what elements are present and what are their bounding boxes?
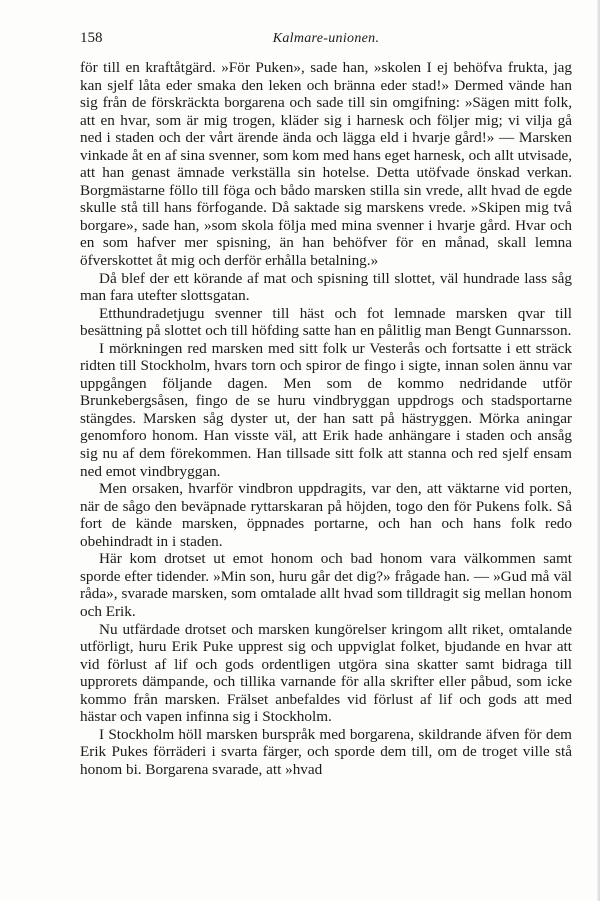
paragraph: I Stockholm höll marsken burspråk med borgarena, skildrande äfven för dem Erik Pukes förräderi i svarta färger, och sporde dem till, om de troget ville stå honom bi. Borgarena svarade, att »hvad <box>80 725 572 778</box>
page-header <box>80 30 572 50</box>
paragraph: Men orsaken, hvarför vindbron uppdragits, var den, att väktarne vid porten, när de sågo den beväpnade ryttarskaran på höjden, togo den för Pukens folk. Så fort de kände marsken, öppnades portarne, och han och hans folk redo obehindradt in i staden. <box>80 480 572 550</box>
paragraph: för till en kraftåtgärd. »För Puken», sade han, »skolen I ej behöfva frukta, jag kan sjelf låta eder smaka den leken och bränna eder stad!» Dermed vände han sig från de förskräckta borgarena och sade till sin omgifning: »Sägen mitt folk, att en hvar, som är mig trogen, kläder sig i harnesk och följer mig; vi vilja gå ned i staden och der vårt ärende ända och lägga eld i hvarje gård!» — Marsken vinkade åt en af sina svenner, som kom med hans eget harnesk, och allt utvisade, att han genast ämnade verkställa sin hotelse. Detta utöfvade önskad verkan. Borgmästarne föllo till föga och bådo marsken stilla sin vrede, allt hvad de egde skulle stå till hans förfogande. Då saktade sig marskens vrede. »Skipen mig två borgare», sade han, »som skola följa med mina svenner i hvarje gård. Hvar och en som hafver mer spisning, än han behöfver för en månad, skall lemna öfverskottet åt mig och derför erhålla betalning.» <box>80 59 572 270</box>
running-title: Kalmare-unionen. <box>272 31 380 46</box>
paragraph: Etthundradetjugu svenner till häst och fot lemnade marsken qvar till besättning på slottet och till höfding satte han en pålitlig man Bengt Gunnarsson. <box>80 304 572 340</box>
paragraph: Här kom drotset ut emot honom och bad honom vara välkommen samt sporde efter tidender. »Min son, huru går det dig?» frågade han. — »Gud må väl råda», svarade marsken, som omtalade allt hvad som tilldragit sig mellan honom och Erik. <box>80 550 572 620</box>
paragraph: Nu utfärdade drotset och marsken kungörelser kringom allt riket, omtalande utförligt, huru Erik Puke upprest sig och uppviglat folket, bjudande en hvar att vid förlust af lif och gods ordentligen utgöra sina skatter samt bidraga till upprorets dämpande, och tillika varnande för alla skrifter eller påbud, som icke kommo från marsken. Frälset anbefaldes vid förlust af lif och gods att med hästar och vapen infinna sig i Stockholm. <box>80 620 572 726</box>
paragraph: I mörkningen red marsken med sitt folk ur Vesterås och fortsatte i ett sträck ridten till Stockholm, hvars torn och spiror de fingo i sigte, innan solen ännu var uppgången följande dagen. Men som de kommo nedridande utför Brunkebergsåsen, fingo de se huru vindbryggan uppdrogs och stadsportarne stängdes. Marsken såg dyster ut, der han satt på hästryggen. Mörka aningar genomforo honom. Han visste väl, att Erik hade anhängare i staden och ansåg sig nu af dem förekommen. Han tillsade sitt folk att stanna och red sjelf ensam ned emot vindbryggan. <box>80 339 572 480</box>
body-text <box>80 59 572 778</box>
page-number: 158 <box>80 30 103 46</box>
paragraph: Då blef der ett körande af mat och spisning till slottet, väl hundrade lass såg man fara utefter slottsgatan. <box>80 269 572 305</box>
